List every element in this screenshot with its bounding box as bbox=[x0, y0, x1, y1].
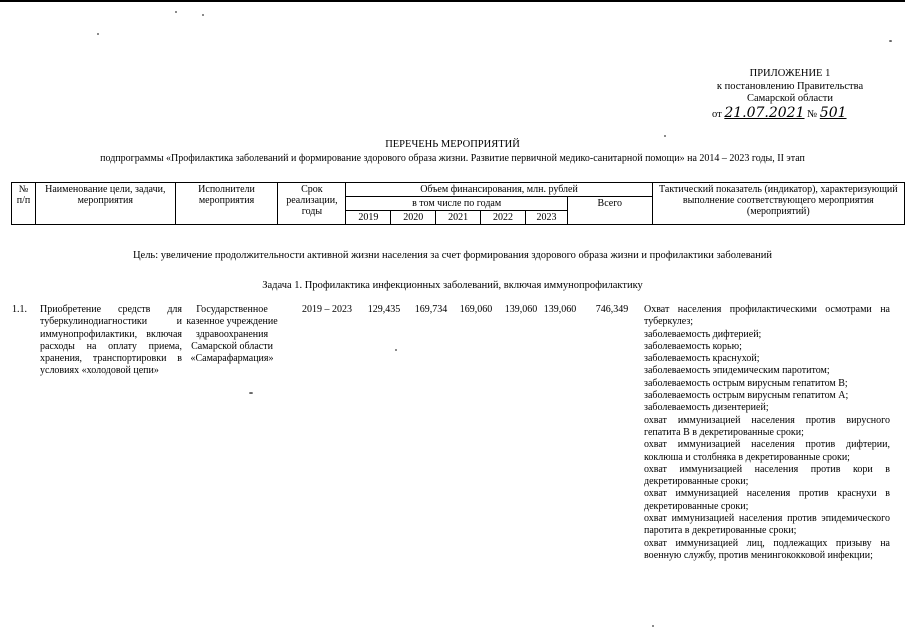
scan-speck bbox=[175, 11, 177, 13]
indicator-item: охват иммунизацией населения против дифтерии, коклюша и столбняка в декретированные сроки; bbox=[644, 439, 890, 463]
header-funding: Объем финансирования, млн. рублей bbox=[346, 183, 652, 197]
indicator-item: заболеваемость острым вирусным гепатитом А; bbox=[644, 390, 849, 402]
row-value-2023: 139,060 bbox=[543, 304, 577, 315]
indicator-item: заболеваемость острым вирусным гепатитом В; bbox=[644, 377, 848, 389]
appendix-title: ПРИЛОЖЕНИЕ 1 bbox=[749, 68, 831, 79]
scan-speck bbox=[889, 40, 892, 42]
scan-speck bbox=[97, 33, 99, 35]
row-term: 2019 – 2023 bbox=[302, 304, 352, 315]
indicator-item: охват иммунизацией населения против вирусного гепатита В в декретированные сроки; bbox=[644, 414, 890, 438]
header-term: Срок реализации, годы bbox=[278, 183, 346, 225]
handwritten-date: 21.07.2021 bbox=[724, 104, 805, 121]
document-title: ПЕРЕЧЕНЬ МЕРОПРИЯТИЙ bbox=[385, 139, 520, 150]
header-year-2020: 2020 bbox=[391, 211, 436, 225]
header-num: № п/п bbox=[12, 183, 36, 225]
appendix-block bbox=[690, 68, 890, 121]
number-label: № bbox=[807, 108, 818, 120]
header-indicator: Тактический показатель (индикатор), характеризующий выполнение соответствующего мероприятия (мероприятий) bbox=[652, 183, 904, 225]
goal-heading: Цель: увеличение продолжительности активной жизни населения за счет формирования здорового образа жизни и профилактики заболеваний bbox=[132, 250, 773, 261]
row-value-2022: 139,060 bbox=[504, 304, 538, 315]
row-value-2019: 129,435 bbox=[367, 304, 401, 315]
indicator-item: охват иммунизацией лиц, подлежащих призыву на военную службу, против менингококковой инфекции; bbox=[644, 537, 890, 561]
scan-speck bbox=[395, 349, 397, 351]
task-heading: Задача 1. Профилактика инфекционных заболеваний, включая иммунопрофилактику bbox=[262, 280, 643, 291]
indicator-item: заболеваемость эпидемическим паротитом; bbox=[644, 365, 830, 377]
indicator-item: заболеваемость краснухой; bbox=[644, 353, 760, 365]
from-label: от bbox=[712, 108, 722, 120]
appendix-line-2: Самарской области bbox=[747, 93, 833, 104]
indicator-item: заболеваемость дизентерией; bbox=[644, 402, 769, 414]
row-value-total: 746,349 bbox=[595, 304, 629, 315]
scan-speck bbox=[249, 392, 253, 394]
handwritten-number: 501 bbox=[819, 104, 847, 121]
header-year-2023: 2023 bbox=[526, 211, 568, 225]
appendix-reference bbox=[690, 104, 890, 122]
header-year-2019: 2019 bbox=[346, 211, 391, 225]
row-executor: Государственное казенное учреждение здравоохранения Самарской области «Самарафармация» bbox=[186, 304, 278, 365]
scan-speck bbox=[202, 14, 204, 16]
indicator-item: охват иммунизацией населения против эпидемического паротита в декретированные сроки; bbox=[644, 513, 890, 537]
row-value-2021: 169,060 bbox=[459, 304, 493, 315]
row-indicators bbox=[644, 304, 890, 562]
appendix-line-1: к постановлению Правительства bbox=[716, 80, 864, 92]
indicator-item: охват иммунизацией населения против краснухи в декретированные сроки; bbox=[644, 488, 890, 512]
indicator-item: охват иммунизацией населения против кори в декретированные сроки; bbox=[644, 463, 890, 488]
row-number: 1.1. bbox=[12, 304, 27, 315]
indicator-item: заболеваемость корью; bbox=[644, 340, 742, 352]
header-by-years: в том числе по годам bbox=[346, 197, 568, 211]
header-name: Наименование цели, задачи, мероприятия bbox=[35, 183, 175, 225]
row-activity-name: Приобретение средств для туберкулинодиагностики и иммунопрофилактики, включая расходы на оплату приема, хранения, транспортировки в условиях «холодовой цепи» bbox=[40, 304, 182, 377]
header-year-2022: 2022 bbox=[481, 211, 526, 225]
top-border-line bbox=[0, 0, 905, 2]
table-header bbox=[11, 182, 905, 225]
header-executors: Исполнители мероприятия bbox=[175, 183, 278, 225]
header-year-2021: 2021 bbox=[436, 211, 481, 225]
row-value-2020: 169,734 bbox=[414, 304, 448, 315]
header-total: Всего bbox=[567, 197, 652, 225]
scan-speck bbox=[664, 135, 666, 137]
document-subtitle: подпрограммы «Профилактика заболеваний и формирование здорового образа жизни. Развитие первичной медико-санитарной помощи» на 2014 – 2023 годы, II этап bbox=[100, 153, 805, 164]
scan-speck bbox=[652, 625, 654, 627]
indicator-item: Охват населения профилактическими осмотрами на туберкулез; bbox=[644, 304, 890, 328]
indicator-item: заболеваемость дифтерией; bbox=[644, 328, 762, 340]
